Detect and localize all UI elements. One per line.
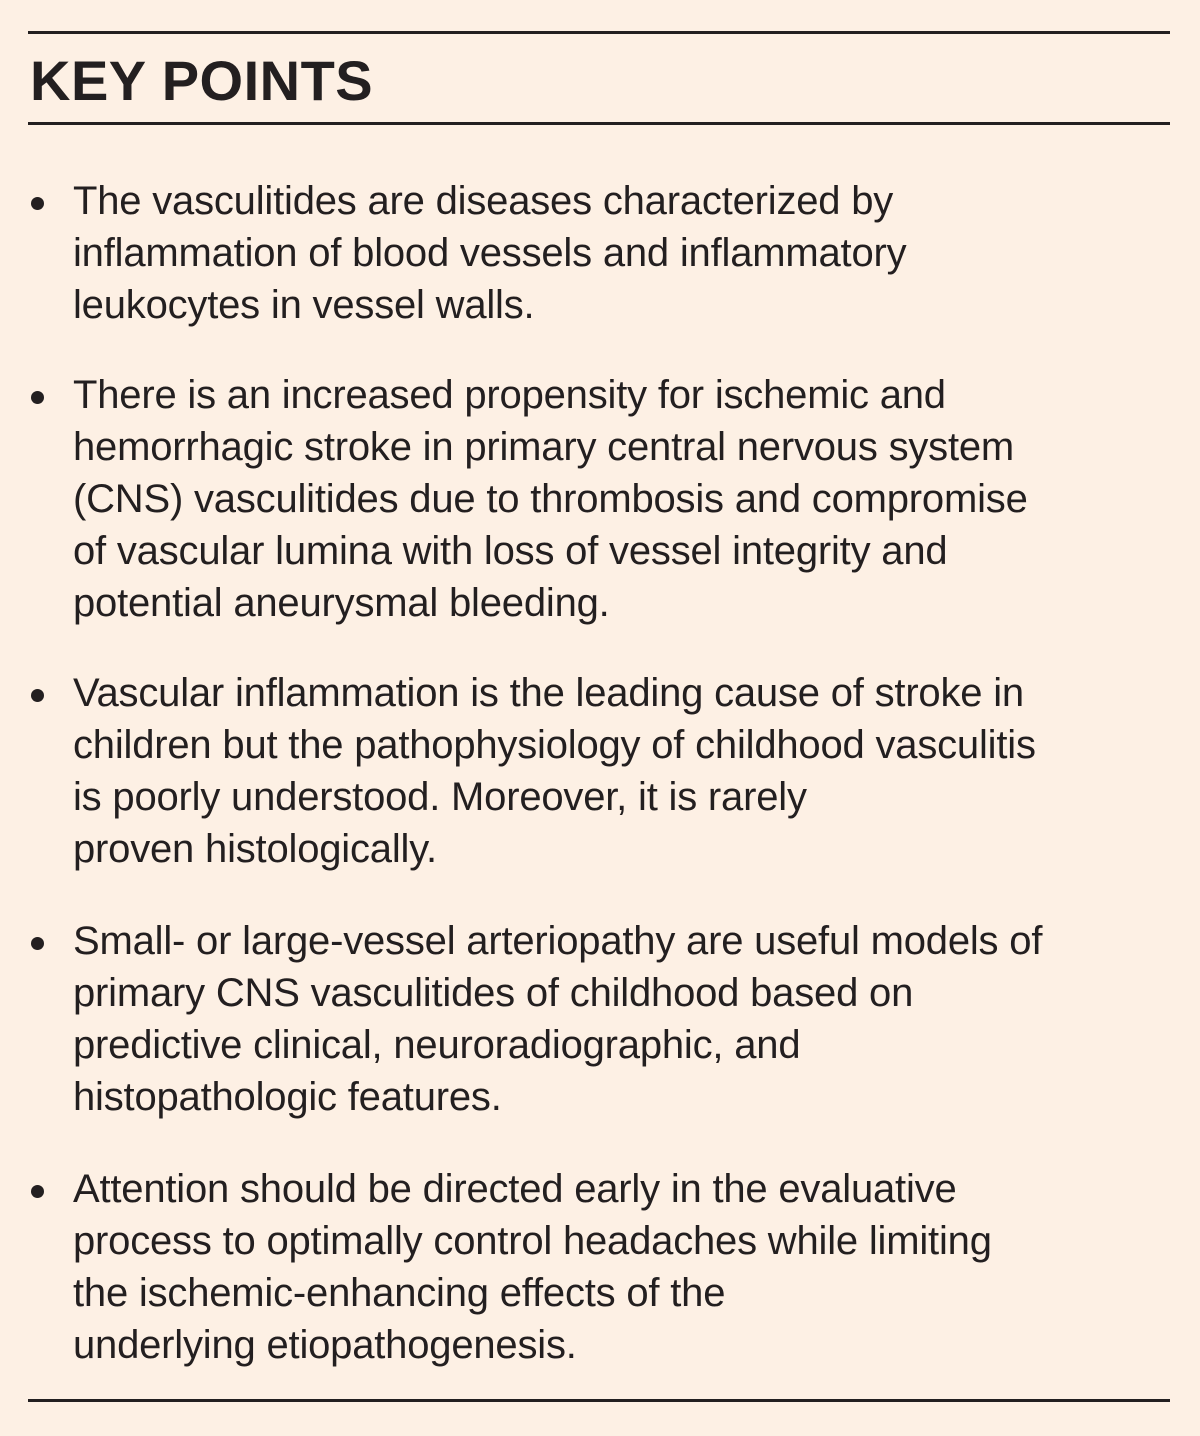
key-point-line: Small- or large-vessel arteriopathy are useful models of [73,919,1043,963]
key-point-line: Attention should be directed early in the evaluative [73,1167,957,1211]
bullet-icon [31,197,44,210]
bullet-icon [31,689,44,702]
bottom-rule [28,1399,1170,1402]
key-point-line: proven histologically. [73,827,437,871]
key-point-line: (CNS) vasculitides due to thrombosis and compromise [73,477,1028,521]
key-point-line: the ischemic-enhancing effects of the [73,1271,726,1315]
top-rule [28,31,1170,34]
bullet-icon [31,1185,44,1198]
key-point-line: histopathologic features. [73,1075,502,1119]
key-point-line: Vascular inflammation is the leading cause of stroke in [73,671,1024,715]
key-points-heading: KEY POINTS [30,49,374,112]
key-point-line: is poorly understood. Moreover, it is rarely [73,775,807,819]
key-point-line: primary CNS vasculitides of childhood based on [73,971,914,1015]
heading-rule [28,122,1170,125]
key-point-line: of vascular lumina with loss of vessel integrity and [73,529,948,573]
key-point-line: children but the pathophysiology of childhood vasculitis [73,723,1036,767]
bullet-icon [31,937,44,950]
key-point-line: There is an increased propensity for ischemic and [73,373,946,417]
key-point-line: leukocytes in vessel walls. [73,283,535,327]
key-point-line: predictive clinical, neuroradiographic, and [73,1023,801,1067]
key-point-line: potential aneurysmal bleeding. [73,581,610,625]
key-point-line: process to optimally control headaches while limiting [73,1219,992,1263]
key-point-line: The vasculitides are diseases characterized by [73,179,894,223]
key-point-line: hemorrhagic stroke in primary central nervous system [73,425,1015,469]
key-point-line: inflammation of blood vessels and inflammatory [73,231,907,275]
key-point-line: underlying etiopathogenesis. [73,1323,577,1367]
bullet-icon [31,391,44,404]
